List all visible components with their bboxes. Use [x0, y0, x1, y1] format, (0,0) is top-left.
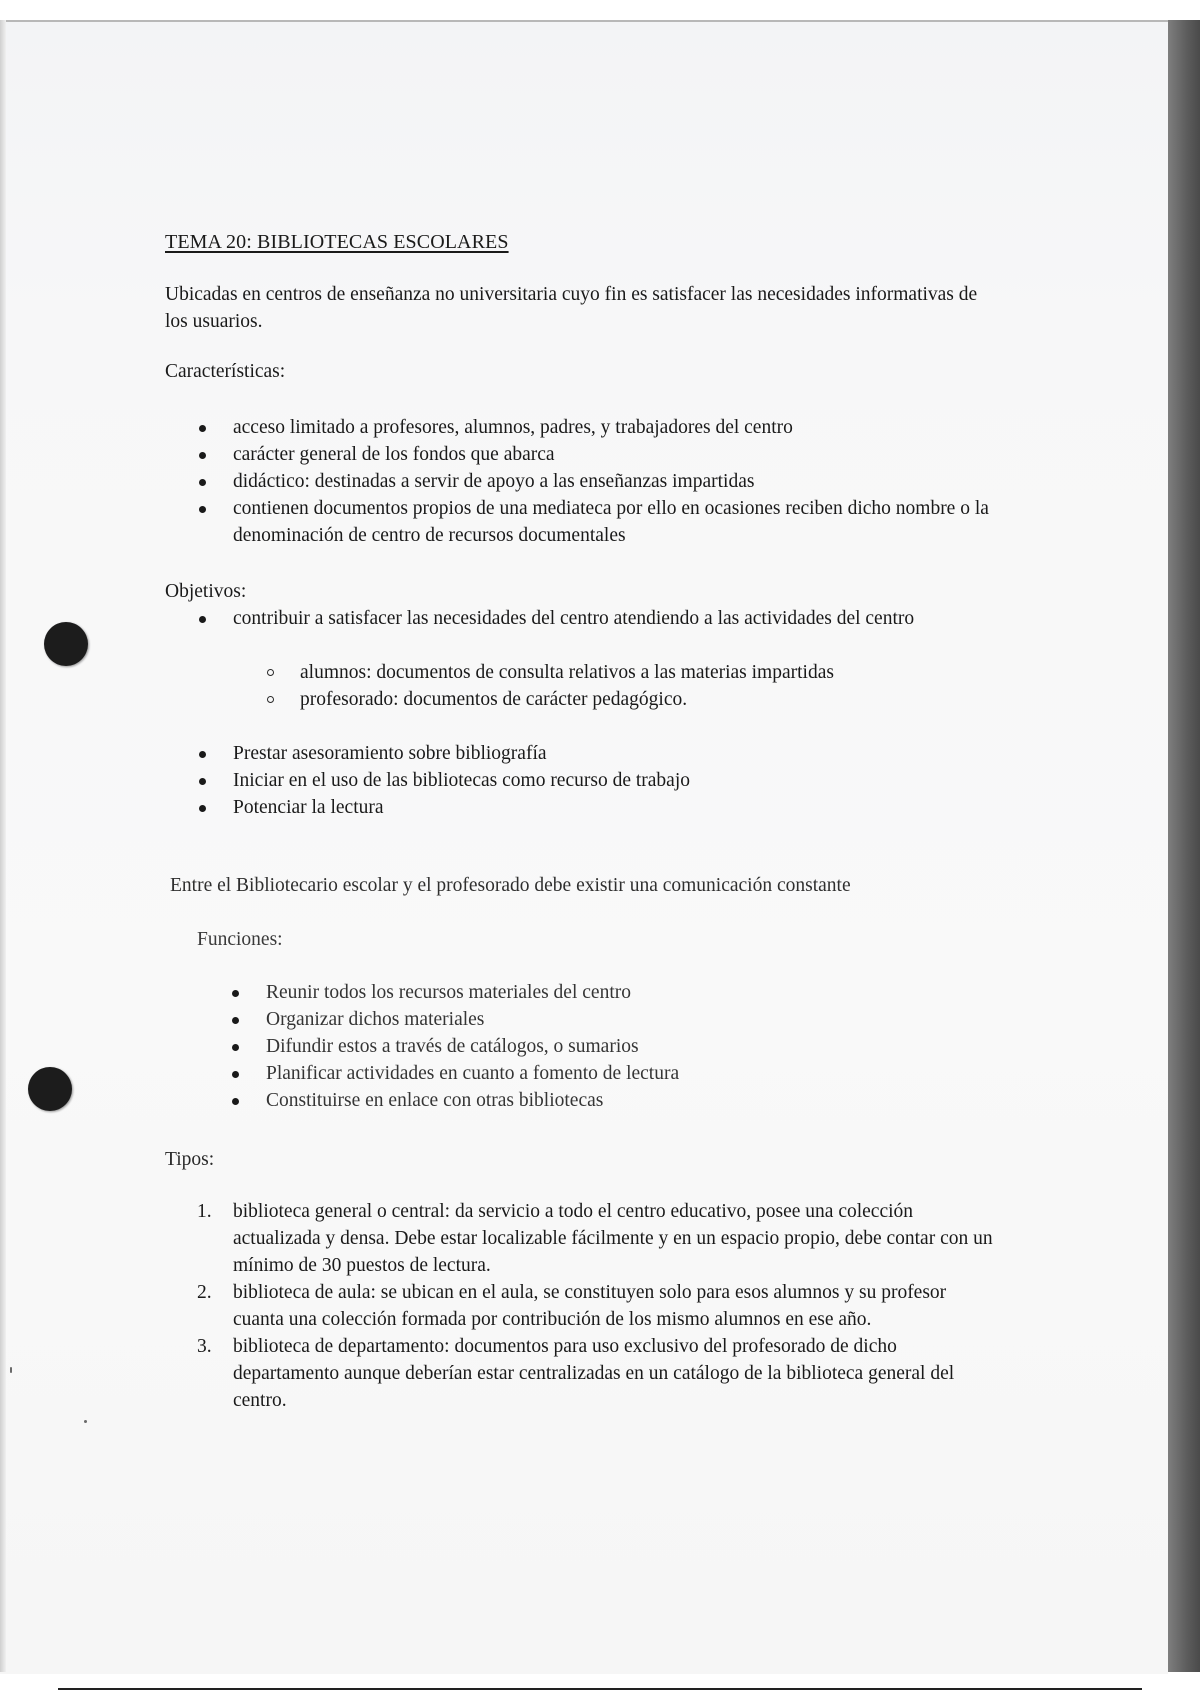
numbered-item: 3. biblioteca de departamento: documentos para uso exclusivo del profesorado de dicho departamento aunque deberían estar centralizadas en un catálogo de la biblioteca general del centro. — [199, 1333, 999, 1414]
bullet-icon — [232, 1098, 239, 1105]
objetivos-sublist — [267, 659, 967, 713]
numbered-item: 2. biblioteca de aula: se ubican en el aula, se constituyen solo para esos alumnos y su profesor cuanta una colección formada por contribución de los mismo alumnos en ese año. — [199, 1279, 999, 1333]
bullet-icon — [199, 805, 206, 812]
list-item: didáctico: destinadas a servir de apoyo a las enseñanzas impartidas — [199, 468, 1019, 495]
tipos-list — [199, 1198, 999, 1414]
bullet-icon — [232, 1071, 239, 1078]
bullet-icon — [199, 778, 206, 785]
intro-paragraph: Ubicadas en centros de enseñanza no universitaria cuyo fin es satisfacer las necesidades informativas de los usuarios. — [165, 284, 978, 332]
list-item: carácter general de los fondos que abarca — [199, 441, 1019, 468]
list-item: contienen documentos propios de una mediateca por ello en ocasiones reciben dicho nombre o la denominación de centro de recursos documentales — [199, 495, 1019, 549]
list-item: Difundir estos a través de catálogos, o sumarios — [232, 1033, 992, 1060]
numbered-item: 1. biblioteca general o central: da servicio a todo el centro educativo, posee una colección actualizada y densa. Debe estar localizable fácilmente y en un espacio propio, debe contar con un mínimo de 30 puestos de lectura. — [199, 1198, 999, 1279]
bullet-icon — [199, 506, 206, 513]
list-item: Reunir todos los recursos materiales del centro — [232, 979, 992, 1006]
hollow-bullet-icon — [267, 669, 274, 676]
objetivos-list — [199, 605, 999, 632]
hollow-bullet-icon — [267, 696, 274, 703]
item-number: 3. — [197, 1336, 212, 1357]
communication-statement: Entre el Bibliotecario escolar y el profesorado debe existir una comunicación constante — [170, 875, 851, 896]
sublist-item: alumnos: documentos de consulta relativos a las materias impartidas — [267, 659, 967, 686]
heading-objetivos: Objetivos: — [165, 581, 247, 602]
list-item: Potenciar la lectura — [199, 794, 999, 821]
bullet-icon — [199, 751, 206, 758]
list-item: Iniciar en el uso de las bibliotecas como recurso de trabajo — [199, 767, 999, 794]
list-item: Organizar dichos materiales — [232, 1006, 992, 1033]
list-item: Constituirse en enlace con otras bibliotecas — [232, 1087, 992, 1114]
bullet-icon — [199, 425, 206, 432]
list-item: Prestar asesoramiento sobre bibliografía — [199, 740, 999, 767]
bullet-icon — [199, 479, 206, 486]
bullet-icon — [199, 452, 206, 459]
funciones-list — [232, 979, 992, 1114]
item-number: 2. — [197, 1282, 212, 1303]
bullet-icon — [232, 1017, 239, 1024]
sublist-item: profesorado: documentos de carácter pedagógico. — [267, 686, 967, 713]
scanner-shadow — [1168, 20, 1200, 1672]
heading-funciones: Funciones: — [197, 929, 283, 950]
heading-caracteristicas: Características: — [165, 361, 286, 382]
list-item: acceso limitado a profesores, alumnos, padres, y trabajadores del centro — [199, 414, 1019, 441]
page-title: TEMA 20: BIBLIOTECAS ESCOLARES — [165, 231, 509, 253]
caracteristicas-list — [199, 414, 1019, 549]
bullet-icon — [232, 1044, 239, 1051]
heading-tipos: Tipos: — [165, 1149, 215, 1170]
list-item: contribuir a satisfacer las necesidades del centro atendiendo a las actividades del centro — [199, 605, 999, 632]
bullet-icon — [232, 990, 239, 997]
bullet-icon — [199, 616, 206, 623]
list-item: Planificar actividades en cuanto a fomento de lectura — [232, 1060, 992, 1087]
item-number: 1. — [197, 1201, 212, 1222]
objetivos-more-list — [199, 740, 999, 821]
